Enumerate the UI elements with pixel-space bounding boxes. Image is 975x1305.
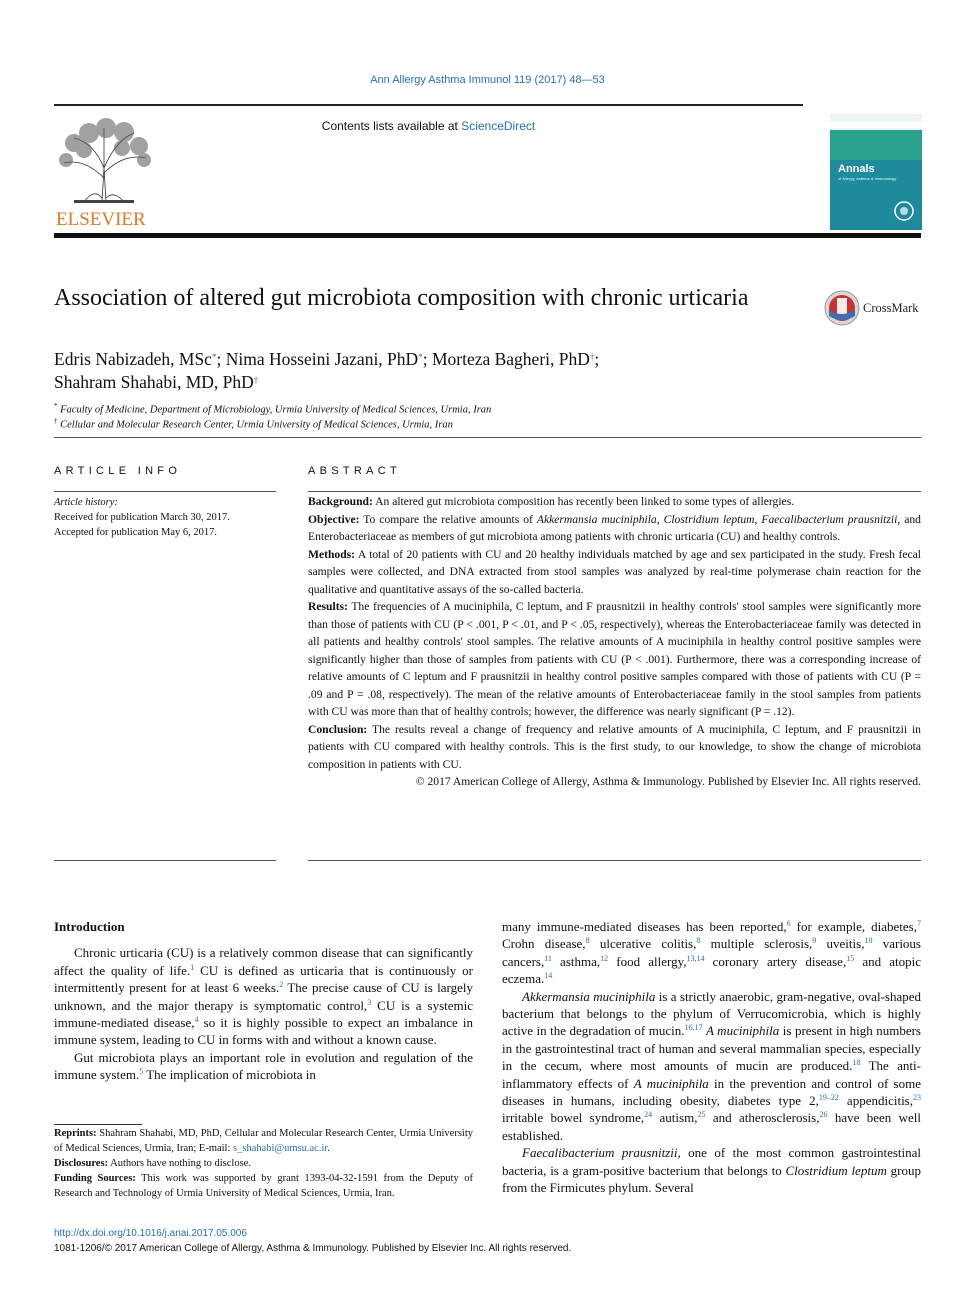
sciencedirect-link[interactable]: ScienceDirect xyxy=(461,119,536,133)
doi-link[interactable]: http://dx.doi.org/10.1016/j.anai.2017.05.006 xyxy=(54,1228,247,1239)
section-heading: Introduction xyxy=(54,919,125,934)
cover-subtitle: of Allergy, Asthma & Immunology xyxy=(838,176,897,181)
accepted-date: Accepted for publication May 6, 2017. xyxy=(54,527,217,538)
affiliation-rule xyxy=(54,437,921,438)
crossmark-icon: CrossMark xyxy=(863,301,919,315)
abstract-bottom-rule xyxy=(308,860,921,861)
header-rule xyxy=(54,104,803,106)
author-mark: * xyxy=(418,352,423,362)
paragraph: Chronic urticaria (CU) is a relatively common disease that can significantly affect the quality of life.$^1$ CU is defined as urticaria that is continuously or intermittently present for at least 6 weeks.$^2$ The precise cause of CU is largely unknown, and the major therapy is symptomatic control,$^3$ CU is a systemic immune-mediated disease,$^4$ so it is highly possible to expect an imbalance in immune system, leading to CU in forms with and without a known cause. xyxy=(54,945,473,1048)
abstract-methods: Methods: A total of 20 patients with CU and 20 healthy individuals matched by age and sex participated in the study. Fresh fecal samples were collected, and DNA extracted from stool samples was analyzed by real-time polymerase chain reaction for the qualitative and quantitative assays of the so-called bacteria. xyxy=(308,547,921,596)
publisher-logo-text: ELSEVIER xyxy=(56,209,146,230)
funding-note: Funding Sources: This work was supported by grant 1393-04-32-1591 from the Deputy of Research and Technology of Urmia University of Medical Sciences, Urmia, Iran. xyxy=(54,1173,473,1199)
email-link[interactable]: s_shahabi@umsu.ac.ir xyxy=(233,1143,328,1154)
affiliation: † Cellular and Molecular Research Center, Urmia University of Medical Sciences, Urmia, Iran xyxy=(54,417,453,431)
article-title: Association of altered gut microbiota composition with chronic urticaria xyxy=(54,285,749,311)
abstract-rule xyxy=(308,491,921,492)
abstract-conclusion: Conclusion: The results reveal a change of frequency and relative amounts of A muciniphila, C leptum, and F prausnitzii in patients with CU compared with healthy controls. This is the first study, to our knowledge, to show the change of microbiota composition in patients with CU. xyxy=(308,722,921,771)
journal-citation[interactable]: Ann Allergy Asthma Immunol 119 (2017) 48—53 xyxy=(370,74,605,86)
author-name[interactable]: Edris Nabizadeh, MSc xyxy=(54,349,212,369)
reprints-note: Reprints: Shahram Shahabi, MD, PhD, Cellular and Molecular Research Center, Urmia University of Medical Sciences, Urmia, Iran; E-mail: s_shahabi@umsu.ac.ir. xyxy=(54,1128,473,1154)
contents-line: Contents lists available at ScienceDirect xyxy=(321,119,536,133)
paragraph: Akkermansia muciniphila is a strictly anaerobic, gram-negative, oval-shaped bacterium that belongs to the phylum of Verrucomicrobia, which is highly active in the degradation of mucin.$^{16,17}$ A muciniphila is present in high numbers in the gastrointestinal tract of human and several mammalian species, especially in the cecum, where most amounts of mucin are produced.$^{18}$ The anti-inflammatory effects of A muciniphila in the prevention and control of some diseases in humans, including obesity, diabetes type 2,$^{19-22}$ appendicitis,$^{23}$ irritable bowel syndrome,$^{24}$ autism,$^{25}$ and atherosclerosis,$^{26}$ have been well established. xyxy=(502,988,922,1143)
abstract-objective: Objective: To compare the relative amounts of Akkermansia muciniphila, Clostridium leptum, Faecalibacterium prausnitzii, and Enterobacteriaceae as members of gut microbiota among patients with chronic urticaria (CU) and healthy controls. xyxy=(308,512,921,543)
author-mark: † xyxy=(589,352,595,362)
disclosures-note: Disclosures: Authors have nothing to disclose. xyxy=(54,1158,251,1169)
author-name[interactable]: Shahram Shahabi, MD, PhD xyxy=(54,372,254,392)
paragraph: many immune-mediated diseases has been reported,$^6$ for example, diabetes,$^7$ Crohn disease,$^8$ ulcerative colitis,$^8$ multiple sclerosis,$^9$ uveitis,$^{10}$ various cancers,$^{11}$ asthma,$^{12}$ food allergy,$^{13,14}$ coronary artery disease,$^{15}$ and atopic eczema.$^{14}$ xyxy=(502,919,921,987)
abstract-copyright: © 2017 American College of Allergy, Asthma & Immunology. Published by Elsevier Inc. All rights reserved. xyxy=(415,775,921,788)
paragraph: Faecalibacterium prausnitzii, one of the most common gastrointestinal bacteria, is a gram-positive bacterium that belongs to Clostridium leptum group from the Firmicutes phylum. Several xyxy=(502,1145,922,1196)
footnote-rule xyxy=(54,1124,142,1125)
article-history xyxy=(54,495,276,540)
paragraph: Gut microbiota plays an important role in evolution and regulation of the immune system.$^5$ The implication of microbiota in xyxy=(54,1049,473,1083)
article-info-bottom-rule xyxy=(54,860,276,861)
author-mark: * xyxy=(211,352,217,362)
article-info-rule xyxy=(54,491,276,492)
author-list: Edris Nabizadeh, MSc*; Nima Hosseini Jazani, PhD*; Morteza Bagheri, PhD†; Shahram Shahabi, MD, PhD† xyxy=(54,349,600,392)
author-mark: † xyxy=(253,375,259,385)
masthead-rule xyxy=(54,233,921,238)
elsevier-logo[interactable] xyxy=(54,118,154,230)
body-column-2 xyxy=(502,918,921,1197)
received-date: Received for publication March 30, 2017. xyxy=(54,512,230,523)
abstract-results: Results: The frequencies of A muciniphila, C leptum, and F prausnitzii in healthy controls' stool samples were significantly more than those of patients with CU (P < .001, P < .01, and P < .05, respectively), whereas the Enterobacteriaceae family was detected in all patients and healthy controls' stool samples. The relative amounts of A muciniphila in healthy control positive samples were significantly higher than those of samples from patients with CU (P < .001). Furthermore, there was a corresponding increase of relative amounts of C leptum and F prausnitzii in healthy control positive samples compared with those of patients with CU (P = .09 and P = .08, respectively). The mean of the relative amounts of Enterobacteriaceae family in the stool samples from patients with CU was more than that of healthy controls; however, the difference was nearly significant (P = .12). xyxy=(308,600,921,718)
footnotes xyxy=(54,1126,473,1201)
abstract-body xyxy=(308,493,921,791)
author-name[interactable]: Nima Hosseini Jazani, PhD xyxy=(225,349,419,369)
affiliation: * Faculty of Medicine, Department of Microbiology, Urmia University of Medical Sciences, Urmia, Iran xyxy=(54,402,492,416)
cover-title: Annals xyxy=(838,163,875,175)
issn-copyright: 1081-1206/© 2017 American College of Allergy, Asthma & Immunology. Published by Elsevier Inc. All rights reserved. xyxy=(54,1243,572,1254)
article-info-heading: ARTICLE INFO xyxy=(54,465,182,477)
history-label: Article history: xyxy=(54,497,118,508)
introduction-section xyxy=(54,918,473,1084)
abstract-heading: ABSTRACT xyxy=(308,465,402,477)
elsevier-tree-icon xyxy=(54,118,154,230)
journal-cover-image xyxy=(830,114,922,230)
crossmark-badge[interactable] xyxy=(823,288,923,328)
author-name[interactable]: Morteza Bagheri, PhD xyxy=(431,349,590,369)
journal-cover[interactable] xyxy=(830,114,922,230)
abstract-background: Background: An altered gut microbiota composition has recently been linked to some types of allergies. xyxy=(308,495,795,508)
